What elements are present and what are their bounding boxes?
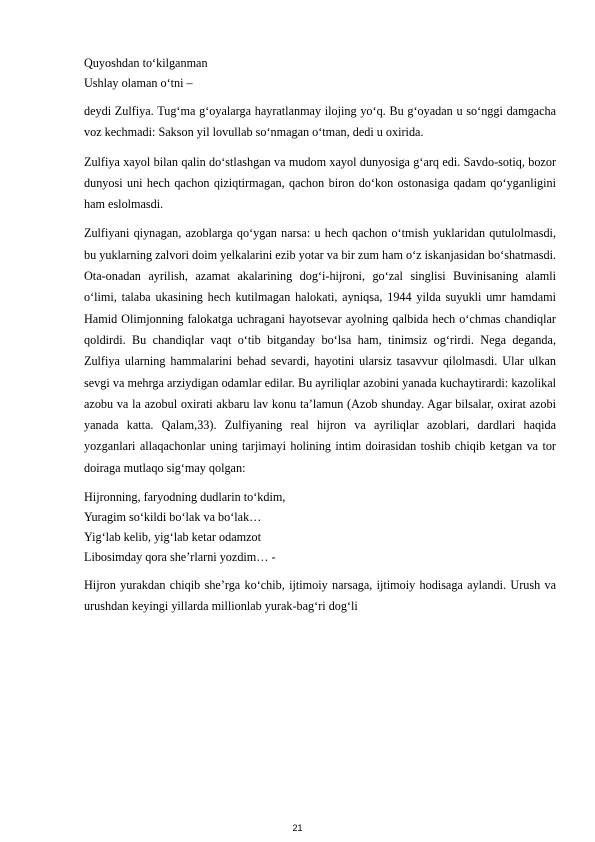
poem-line: Yig‘lab kelib, yig‘lab ketar odamzot [84, 530, 262, 545]
poem-line: Ushlay olaman o‘tni – [84, 76, 193, 90]
poem-stanza-1 [84, 53, 556, 93]
document-page [84, 53, 556, 618]
paragraph: Zulfiyani qiynagan, azoblarga qo‘ygan narsa: u hech qachon o‘tmish yuklaridan qutulolmasdi, bu yuklarning zalvori doim yelkalarini ezib yotar va bir zum ham o‘z iskanjasidan bo‘shatmasdi. Ota-onadan ayrilish, azamat akalarining dog‘i-hijroni, go‘zal singlisi Buvinisaning alamli o‘limi, talaba ukasining hech kutilmagan halokati, ayniqsa, 1944 yilda suyukli umr hamdami Hamid Olimjonning falokatga uchragani hayotsevar ayolning qalbida hech o‘chmas chandiqlar qoldirdi. Bu chandiqlar vaqt o‘tib bitganday bo‘lsa ham, tinimsiz og‘rirdi. Nega deganda, Zulfiya ularning hammalarini behad sevardi, hayotini ularsiz tasavvur qilolmasdi. Ular ulkan sevgi va mehrga arziydigan odamlar edilar. Bu ayriliqlar azobini yanada kuchaytirardi: kazolikal azobu va la azobul oxirati akbaru lav konu ta’lamun (Azob shunday. Agar bilsalar, oxirat azobi yanada katta. Qalam,33). Zulfiyaning real hijron va ayriliqlar azoblari, dardlari haqida yozganlari allaqachonlar uning tarjimayi holining intim doirasidan toshib chiqib ketgan va tor doiraga mutlaqo sig‘may qolgan: [84, 226, 556, 475]
poem-line: Yuragim so‘kildi bo‘lak va bo‘lak… [84, 510, 262, 525]
page-number: 21 [292, 823, 303, 833]
poem-line: Hijronning, faryodning dudlarin to‘kdim, [84, 490, 286, 505]
poem-stanza-2 [84, 487, 556, 567]
poem-line: Libosimday qora she’rlarni yozdim… - [84, 550, 276, 565]
paragraph: Hijron yurakdan chiqib she’rga ko‘chib, ijtimoiy narsaga, ijtimoiy hodisaga aylandi. Urush va urushdan keyingi yillarda millionlab yurak-bag‘ri dog‘li [84, 578, 556, 614]
paragraph: deydi Zulfiya. Tug‘ma g‘oyalarga hayratlanmay ilojing yo‘q. Bu g‘oyadan u so‘nggi damgacha voz kechmadi: Sakson yil lovullab so‘nmagan o‘tman, dedi u oxirida. [84, 104, 556, 140]
poem-line: Quyoshdan to‘kilganman [84, 56, 208, 70]
paragraph: Zulfiya xayol bilan qalin do‘stlashgan va mudom xayol dunyosiga g‘arq edi. Savdo-sotiq, bozor dunyosi uni hech qachon qiziqtirmagan, qachon biron do‘kon ostonasiga qadam qo‘yganligini ham eslolmasdi. [84, 154, 556, 212]
